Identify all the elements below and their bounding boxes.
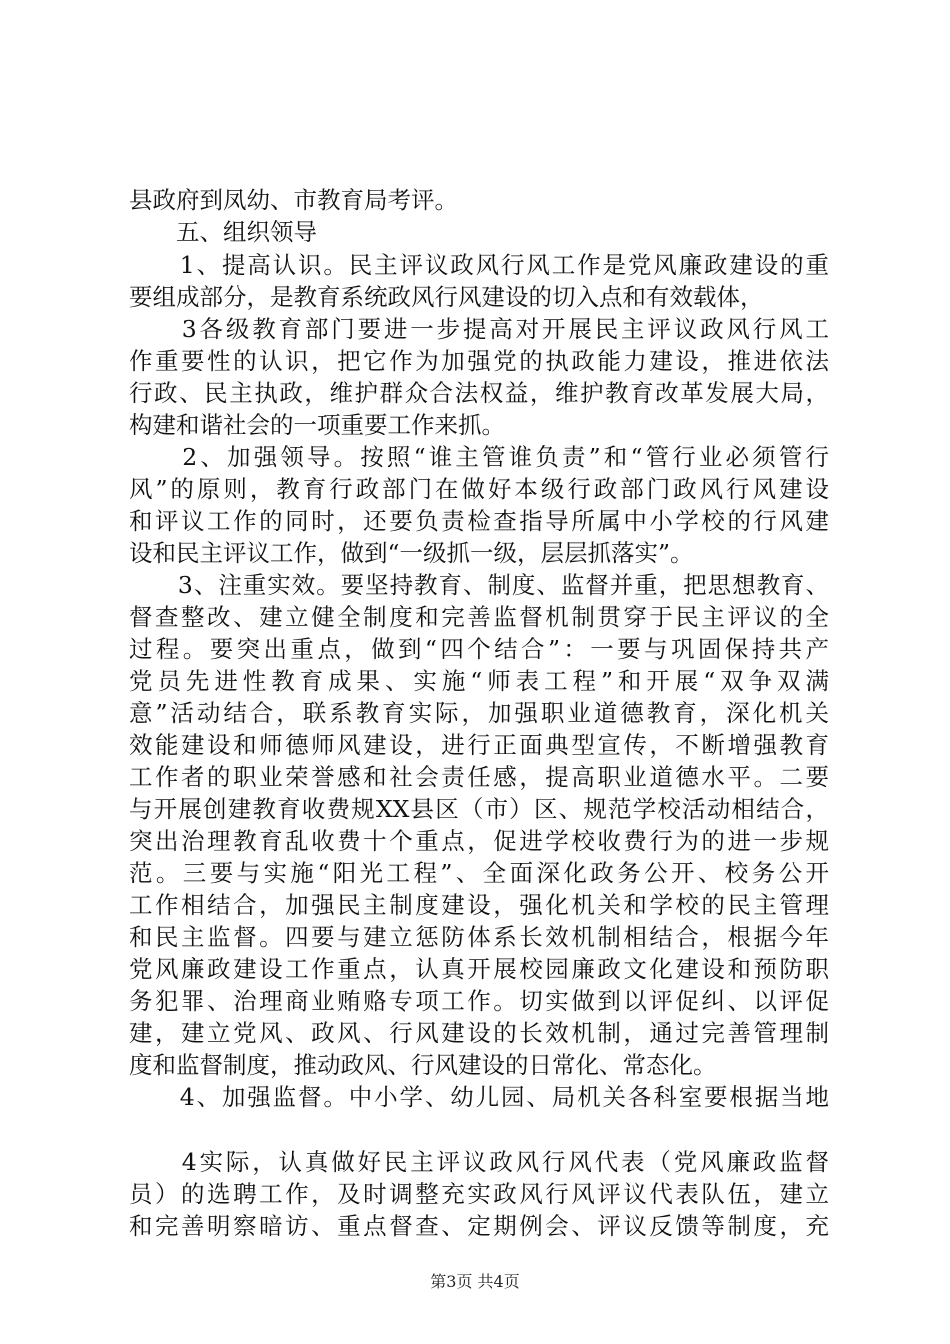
text-line: 2、加强领导。按照“谁主管谁负责”和“管行业必须管行: [129, 443, 829, 471]
text-line: 度和监督制度，推动政风、行风建设的日常化、常态化。: [129, 1051, 717, 1079]
text-line: 工作者的职业荣誉感和社会责任感，提高职业道德水平。二要: [129, 763, 829, 791]
text-line: 4实际，认真做好民主评议政风行风代表（党风廉政监督: [129, 1148, 829, 1176]
text-line: 督查整改、建立健全制度和完善监督机制贯穿于民主评议的全: [129, 603, 829, 631]
text-line: 意”活动结合，联系教育实际，加强职业道德教育，深化机关: [129, 699, 829, 727]
text-line: 要组成部分，是教育系统政风行风建设的切入点和有效载体，: [129, 283, 764, 311]
text-line: 行政、民主执政，维护群众合法权益，维护教育改革发展大局，: [129, 379, 829, 407]
text-line: 和民主监督。四要与建立惩防体系长效机制相结合，根据今年: [129, 923, 829, 951]
page-footer: 第3页 共4页: [430, 1272, 520, 1291]
text-line: 1、提高认识。民主评议政风行风工作是党风廉政建设的重: [129, 251, 829, 279]
text-line: 3各级教育部门要进一步提高对开展民主评议政风行风工: [129, 315, 829, 343]
text-line: 务犯罪、治理商业贿赂专项工作。切实做到以评促纠、以评促: [129, 987, 829, 1015]
text-line: 设和民主评议工作，做到“一级抓一级，层层抓落实”。: [129, 539, 694, 567]
text-line: 工作相结合，加强民主制度建设，强化机关和学校的民主管理: [129, 891, 829, 919]
text-line: 作重要性的认识，把它作为加强党的执政能力建设，推进依法: [129, 347, 829, 375]
text-line: 和评议工作的同时，还要负责检查指导所属中小学校的行风建: [129, 507, 829, 535]
text-line: 党员先进性教育成果、实施“师表工程”和开展“双争双满: [129, 667, 829, 695]
text-line: 过程。要突出重点，做到“四个结合”：一要与巩固保持共产: [129, 635, 829, 663]
text-line: 范。三要与实施“阳光工程”、全面深化政务公开、校务公开: [129, 859, 829, 887]
text-line: 党风廉政建设工作重点，认真开展校园廉政文化建设和预防职: [129, 955, 829, 983]
text-line: 3、注重实效。要坚持教育、制度、监督并重，把思想教育、: [129, 571, 829, 599]
text-line: 县政府到凤幼、市教育局考评。: [129, 186, 458, 214]
text-line: 4、加强监督。中小学、幼儿园、局机关各科室要根据当地: [129, 1083, 829, 1111]
text-line: 和完善明察暗访、重点督查、定期例会、评议反馈等制度，充: [129, 1212, 829, 1240]
text-line: 突出治理教育乱收费十个重点，促进学校收费行为的进一步规: [129, 827, 829, 855]
text-line: 风”的原则，教育行政部门在做好本级行政部门政风行风建设: [129, 475, 829, 503]
text-line: 构建和谐社会的一项重要工作来抓。: [129, 411, 505, 439]
text-line: 与开展创建教育收费规XX县区（市）区、规范学校活动相结合，: [129, 795, 829, 823]
text-line: 效能建设和师德师风建设，进行正面典型宣传，不断增强教育: [129, 731, 829, 759]
text-line: 建，建立党风、政风、行风建设的长效机制，通过完善管理制: [129, 1019, 829, 1047]
text-line: 员）的选聘工作，及时调整充实政风行风评议代表队伍，建立: [129, 1180, 829, 1208]
section-heading: 五、组织领导: [129, 218, 317, 246]
